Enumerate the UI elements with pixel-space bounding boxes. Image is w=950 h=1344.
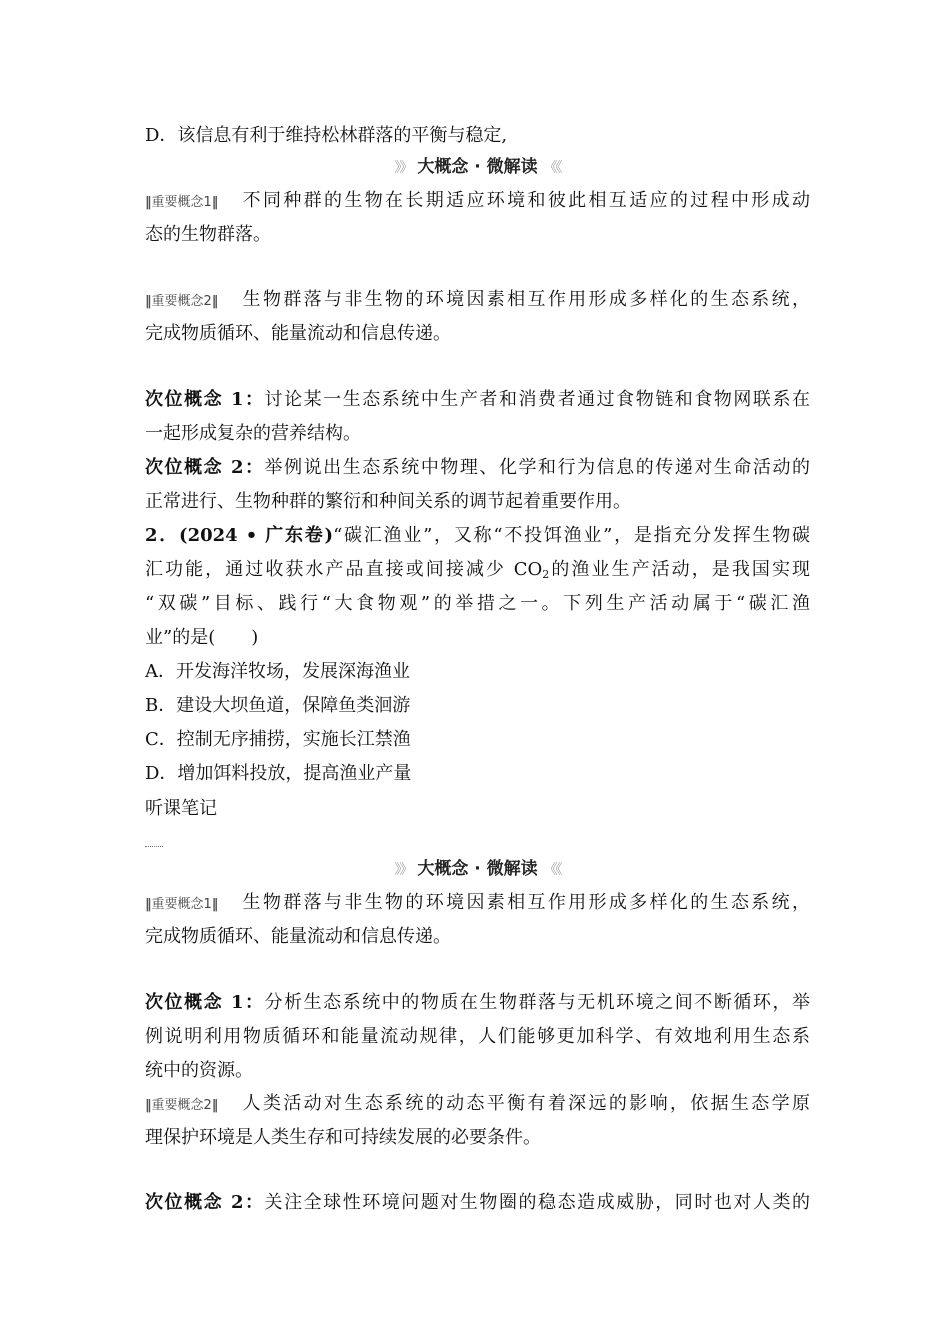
concept-badge: ‖重要概念2‖ bbox=[145, 294, 219, 309]
section-heading bbox=[145, 854, 810, 885]
section-heading-text: 大概念 · 微解读 bbox=[417, 157, 538, 177]
question-text: “碳汇渔业”，又称“不投饵渔业”，是指充分发挥生物碳 bbox=[333, 525, 810, 546]
question-2-line-1 bbox=[145, 519, 810, 553]
concept-badge-label: 重要概念1 bbox=[151, 195, 212, 210]
section-heading bbox=[145, 152, 810, 183]
question-text: 的渔业生产活动，是我国实现 bbox=[549, 559, 810, 580]
option-d: D．增加饵料投放，提高渔业产量 bbox=[145, 763, 412, 784]
sub-concept-2-line-1 bbox=[145, 451, 810, 485]
option-a: A．开发海洋牧场，发展深海渔业 bbox=[145, 661, 410, 682]
concept-badge-label: 重要概念2 bbox=[151, 1098, 212, 1113]
sub-concept-text: 举例说出生态系统中物理、化学和行为信息的传递对生命活动的 bbox=[264, 457, 810, 478]
sub-concept-3-line-2: 例说明利用物质循环和能量流动规律，人们能够更加科学、有效地利用生态系 bbox=[145, 1026, 810, 1047]
chevrons-left-icon: 《《 bbox=[543, 862, 561, 878]
concept-3-line-2: 完成物质循环、能量流动和信息传递。 bbox=[145, 926, 451, 947]
concept-badge-label: 重要概念1 bbox=[151, 897, 212, 912]
question-number: 2．(2024 • 广东卷) bbox=[145, 525, 334, 546]
chevrons-left-icon: 《《 bbox=[543, 160, 561, 176]
concept-text: 生物群落与非生物的环境因素相互作用形成多样化的生态系统， bbox=[240, 892, 810, 913]
notes-divider bbox=[145, 846, 163, 847]
concept-1-line-2: 态的生物群落。 bbox=[145, 224, 271, 245]
concept-text: 人类活动对生态系统的动态平衡有着深远的影响，依据生态学原 bbox=[240, 1093, 810, 1114]
chevrons-right-icon: 》》 bbox=[394, 160, 412, 176]
option-b: B．建设大坝鱼道，保障鱼类洄游 bbox=[145, 695, 411, 716]
notes-label: 听课笔记 bbox=[145, 798, 217, 819]
concept-1-line-1 bbox=[145, 184, 810, 220]
concept-badge: ‖重要概念1‖ bbox=[145, 195, 219, 210]
sub-concept-1-line-2: 一起形成复杂的营养结构。 bbox=[145, 423, 361, 444]
sub-concept-label: 次位概念 1： bbox=[145, 992, 265, 1013]
concept-4-line-2: 理保护环境是人类生存和可持续发展的必要条件。 bbox=[145, 1127, 541, 1148]
sub-concept-1-line-1 bbox=[145, 383, 810, 417]
concept-4-line-1 bbox=[145, 1087, 810, 1123]
option-d-text: D．该信息有利于维持松林群落的平衡与稳定, bbox=[145, 125, 508, 146]
sub-concept-text: 分析生态系统中的物质在生物群落与无机环境之间不断循环，举 bbox=[264, 992, 810, 1013]
concept-2-line-1 bbox=[145, 283, 810, 319]
sub-concept-label: 次位概念 2： bbox=[145, 1192, 265, 1213]
concept-3-line-1 bbox=[145, 886, 810, 922]
question-2-line-3: “双碳”目标、践行“大食物观”的举措之一。下列生产活动属于“碳汇渔 bbox=[145, 593, 810, 614]
concept-badge: ‖重要概念1‖ bbox=[145, 897, 219, 912]
sub-concept-label: 次位概念 1： bbox=[145, 389, 265, 410]
section-heading-text: 大概念 · 微解读 bbox=[417, 859, 538, 879]
chevrons-right-icon: 》》 bbox=[394, 862, 412, 878]
sub-concept-text: 讨论某一生态系统中生产者和消费者通过食物链和食物网联系在 bbox=[264, 389, 810, 410]
option-c: C．控制无序捕捞，实施长江禁渔 bbox=[145, 729, 411, 750]
question-2-line-4: 业”的是( ) bbox=[145, 627, 259, 648]
sub-concept-3-line-3: 统中的资源。 bbox=[145, 1060, 253, 1081]
sub-concept-label: 次位概念 2： bbox=[145, 457, 265, 478]
sub-concept-3-line-1 bbox=[145, 986, 810, 1020]
concept-2-line-2: 完成物质循环、能量流动和信息传递。 bbox=[145, 323, 451, 344]
concept-text: 生物群落与非生物的环境因素相互作用形成多样化的生态系统， bbox=[240, 289, 810, 310]
sub-concept-2-line-2: 正常进行、生物种群的繁衍和种间关系的调节起着重要作用。 bbox=[145, 491, 631, 512]
subscript: 2 bbox=[542, 568, 550, 581]
concept-text: 不同种群的生物在长期适应环境和彼此相互适应的过程中形成动 bbox=[240, 190, 810, 211]
question-text: 汇功能，通过收获水产品直接或间接减少 CO bbox=[145, 559, 543, 580]
sub-concept-4-line-1 bbox=[145, 1186, 810, 1220]
concept-badge-label: 重要概念2 bbox=[151, 294, 212, 309]
sub-concept-text: 关注全球性环境问题对生物圈的稳态造成威胁，同时也对人类的 bbox=[264, 1192, 810, 1213]
concept-badge: ‖重要概念2‖ bbox=[145, 1098, 219, 1113]
